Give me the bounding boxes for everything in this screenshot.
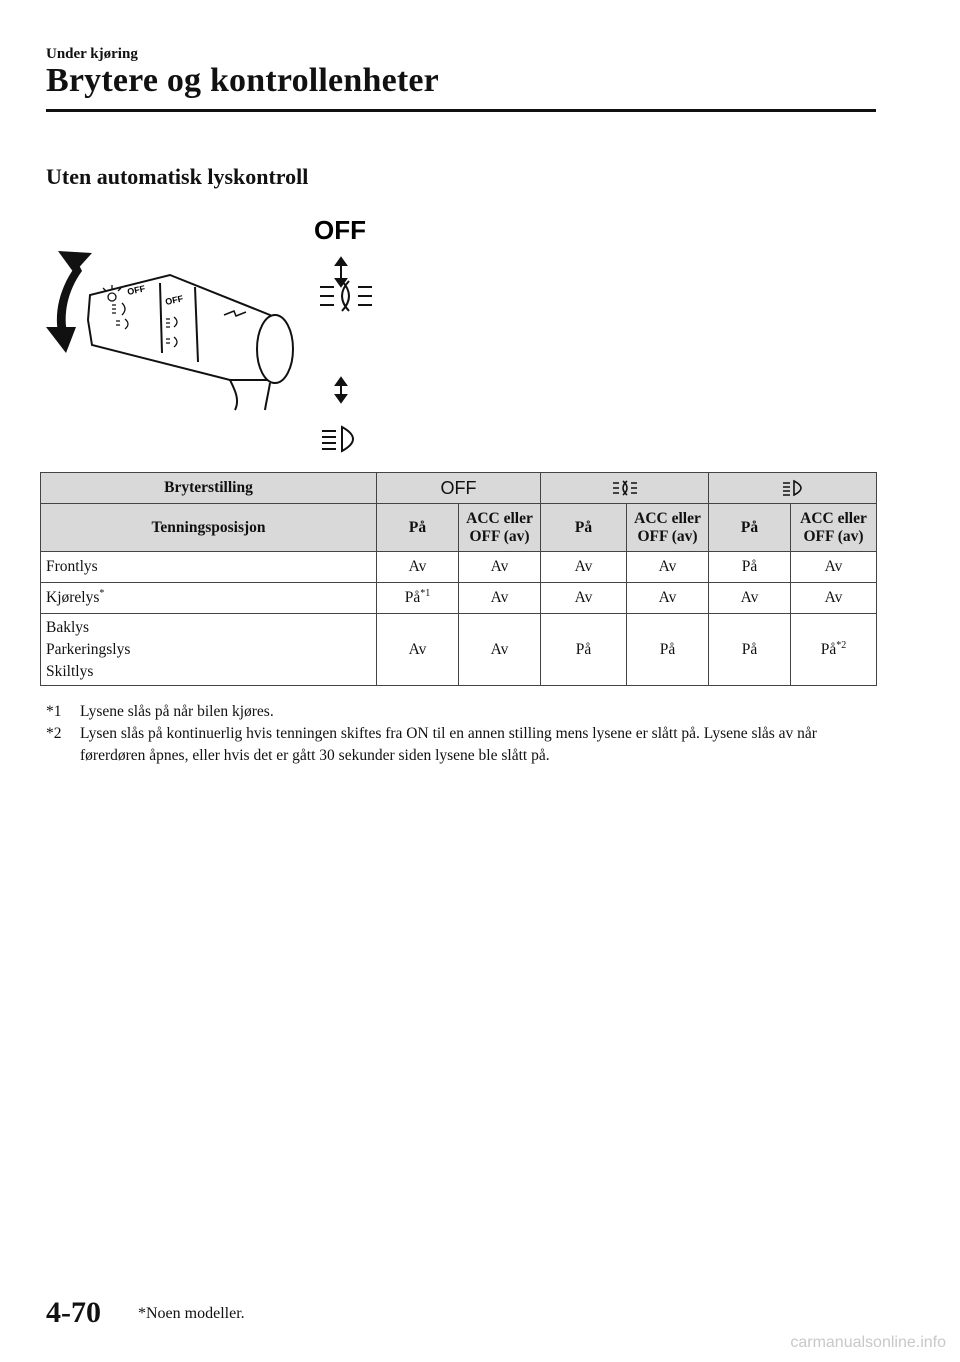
position-off-header: OFF (377, 473, 541, 504)
table-cell (791, 614, 877, 686)
row-label-baklys: Baklys (46, 618, 90, 636)
footer-note: *Noen modeller. (138, 1305, 245, 1322)
ignition-cell: På (377, 504, 459, 552)
table-cell: Av (627, 583, 709, 614)
table-row (41, 473, 877, 504)
parking-lights-position-icon (320, 281, 372, 311)
footnote-text: Lysen slås på kontinuerlig hvis tenningen skiftes fra ON til en annen stilling mens lysene er slått på. Lysene slås av når førerdøren åpnes, eller hvis det er gått 30 sekunder siden lysene ble slått på. (80, 725, 817, 764)
switch-position-header: Bryterstilling (41, 473, 377, 504)
section-label: Under kjøring (46, 46, 138, 62)
table-cell: Av (791, 552, 877, 583)
sub-heading: Uten automatisk lyskontroll (46, 164, 309, 189)
footnote-mark: *1 (46, 703, 62, 720)
position-headlights-header (709, 473, 877, 504)
page-title: Brytere og kontrollenheter (46, 62, 439, 99)
page-number: 4-70 (46, 1296, 101, 1329)
footnote-1 (46, 701, 866, 723)
table-cell: På (709, 552, 791, 583)
position-parking-header (541, 473, 709, 504)
table-cell: Av (377, 614, 459, 686)
footnote-text: Lysene slås på når bilen kjøres. (80, 703, 274, 720)
ignition-position-header: Tenningsposisjon (41, 504, 377, 552)
ignition-cell: ACC eller OFF (av) (627, 504, 709, 552)
row-label-frontlys: Frontlys (41, 552, 377, 583)
ignition-cell: ACC eller OFF (av) (791, 504, 877, 552)
row-label-kjorelys (41, 583, 377, 614)
table-cell: Av (541, 552, 627, 583)
watermark: carmanualsonline.info (790, 1334, 946, 1351)
table-cell: På (541, 614, 627, 686)
ignition-cell: På (709, 504, 791, 552)
row-label-rear-lights (41, 614, 377, 686)
table-cell: Av (791, 583, 877, 614)
table-row (41, 552, 877, 583)
table-cell: Av (459, 552, 541, 583)
table-cell: Av (627, 552, 709, 583)
cell-value: På (820, 641, 837, 659)
parking-lights-icon (605, 479, 645, 497)
table-cell (377, 583, 459, 614)
cell-value: På (404, 589, 421, 607)
row-label-skiltlys: Skiltlys (46, 662, 94, 680)
footnote-mark: * (99, 588, 105, 600)
table-cell: Av (459, 614, 541, 686)
table-cell: Av (377, 552, 459, 583)
footnote-2 (46, 723, 866, 767)
headlights-position-icon (322, 427, 353, 451)
footnote-mark: *2 (46, 725, 62, 742)
light-status-table (40, 472, 877, 686)
table-cell: Av (459, 583, 541, 614)
headlights-icon (776, 479, 810, 497)
table-row (41, 583, 877, 614)
off-position-label: OFF (314, 215, 366, 245)
table-cell: På (709, 614, 791, 686)
up-down-arrow-icon (336, 258, 346, 286)
up-down-arrow-icon (336, 378, 346, 402)
lever-off-text-1: OFF (126, 283, 147, 297)
table-cell: Av (709, 583, 791, 614)
title-divider (46, 109, 876, 112)
footnote-mark: *1 (420, 588, 431, 600)
ignition-cell: ACC eller OFF (av) (459, 504, 541, 552)
headlight-lever-illustration (30, 205, 430, 465)
table-cell: På (627, 614, 709, 686)
lever-off-text-2: OFF (164, 293, 185, 307)
ignition-cell: På (541, 504, 627, 552)
table-cell: Av (541, 583, 627, 614)
table-row (41, 614, 877, 686)
footnote-mark: *2 (836, 639, 847, 651)
row-label-parkeringslys: Parkeringslys (46, 640, 131, 658)
table-row (41, 504, 877, 552)
row-label-text: Kjørelys (46, 589, 100, 607)
